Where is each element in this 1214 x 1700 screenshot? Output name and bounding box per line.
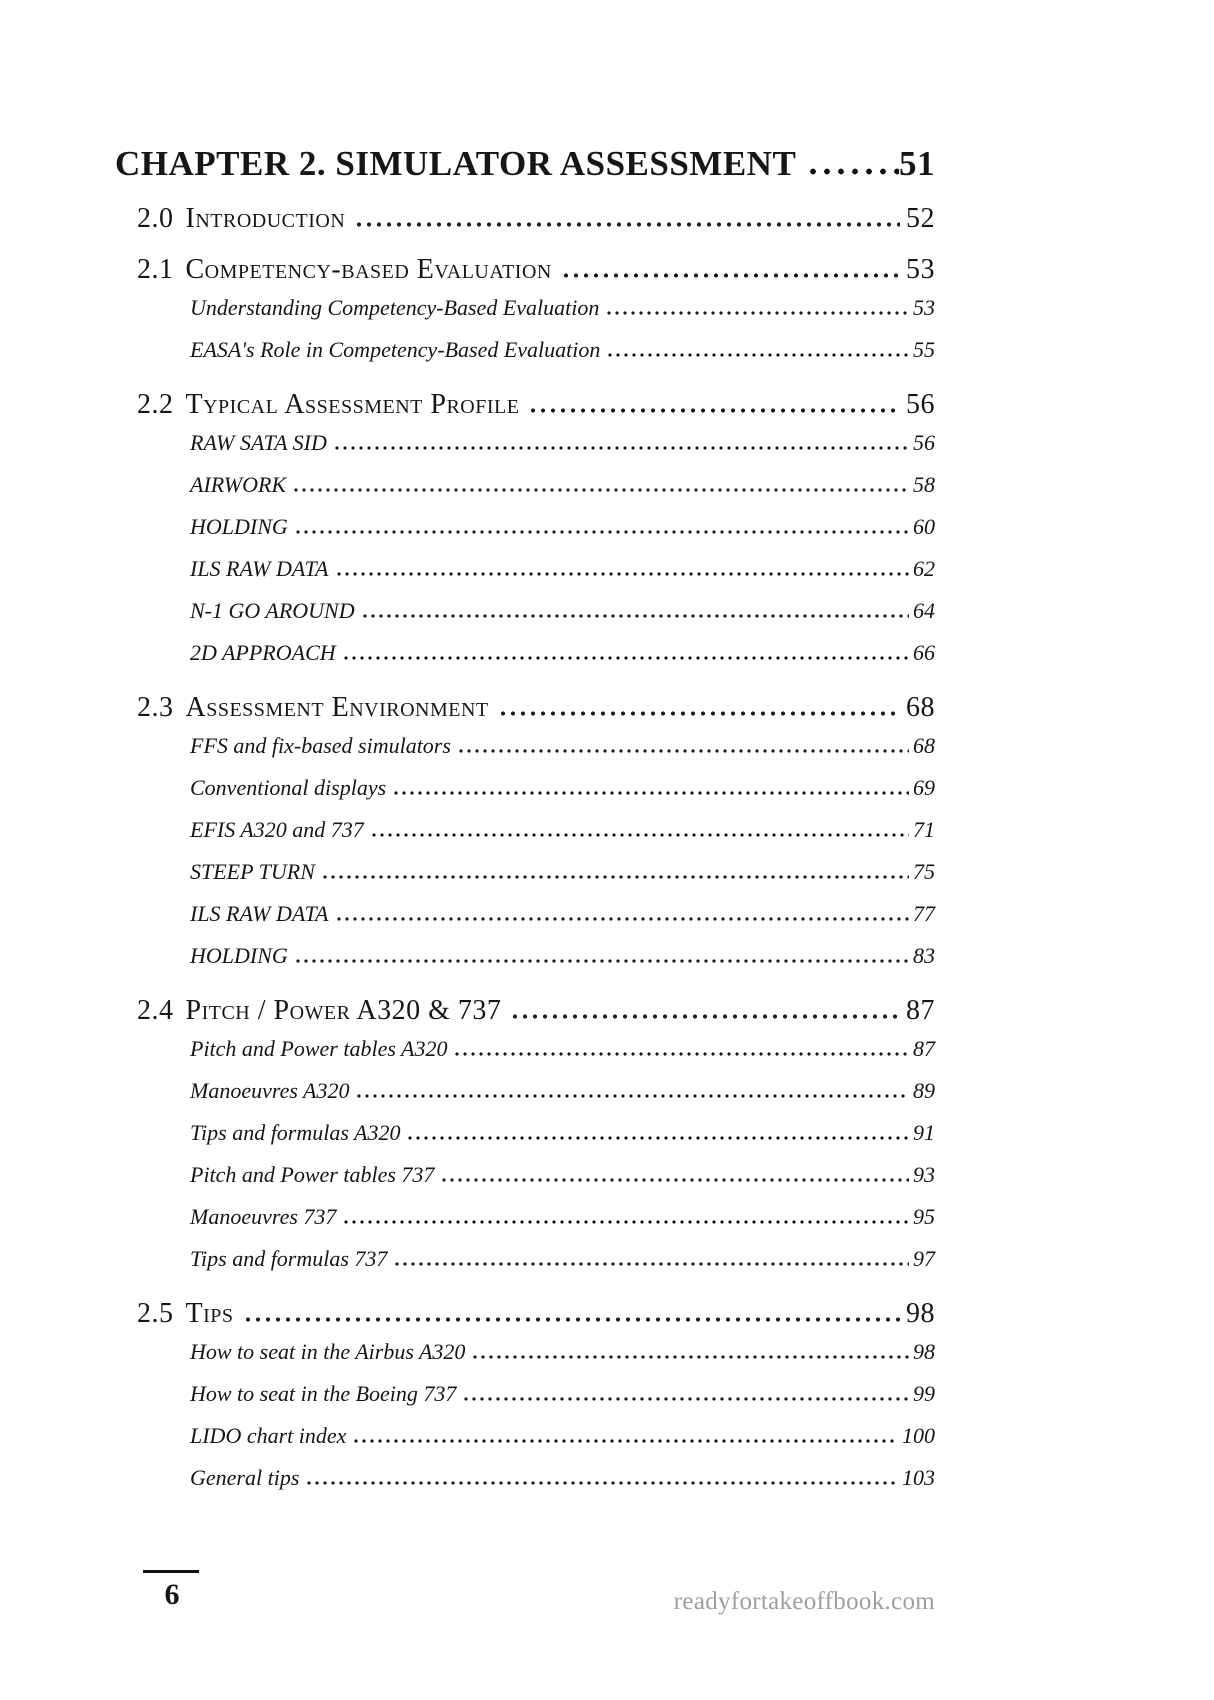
dot-leader <box>321 875 909 879</box>
toc-subsection-row[interactable] <box>137 506 935 548</box>
footer-page-number: 6 <box>164 1578 180 1611</box>
toc-subsection-row[interactable] <box>137 287 935 329</box>
subsection-title: N-1 GO AROUND <box>190 598 355 623</box>
subsection-title: Pitch and Power tables A320 <box>190 1036 448 1061</box>
subsection-title: Manoeuvres 737 <box>190 1204 337 1229</box>
toc-subsection-row[interactable] <box>137 329 935 371</box>
dot-leader <box>294 530 909 534</box>
subsection-page-number: 97 <box>913 1246 935 1271</box>
toc-subsection-row[interactable] <box>137 632 935 674</box>
section-number: 2.5 <box>137 1298 174 1329</box>
subsection-page-number: 58 <box>913 472 935 497</box>
toc-subsection-row[interactable] <box>137 1238 935 1280</box>
section-page-number: 52 <box>906 203 935 234</box>
section-number: 2.1 <box>137 254 174 285</box>
subsection-title: How to seat in the Boeing 737 <box>190 1381 457 1406</box>
subsection-title: 2D APPROACH <box>190 640 336 665</box>
toc-section-row[interactable] <box>137 388 935 422</box>
dot-leader <box>355 1094 909 1098</box>
footer-page-block <box>143 1570 201 1612</box>
dot-leader <box>335 917 910 921</box>
subsection-title: Tips and formulas A320 <box>190 1120 401 1145</box>
section-title: Tips <box>185 1298 234 1329</box>
dot-leader <box>305 1481 898 1485</box>
toc-subsection-row[interactable] <box>137 935 935 977</box>
subsection-title: Conventional displays <box>190 775 387 800</box>
toc-subsection-row[interactable] <box>137 422 935 464</box>
toc-subsection-row[interactable] <box>137 1112 935 1154</box>
section-number: 2.2 <box>137 389 174 420</box>
section-page-number: 68 <box>906 692 935 723</box>
section-number: 2.0 <box>137 203 174 234</box>
toc-subsection-row[interactable] <box>137 1457 935 1499</box>
subsection-title: Tips and formulas 737 <box>190 1246 388 1271</box>
subsection-page-number: 100 <box>902 1423 935 1448</box>
dot-leader <box>342 1220 909 1224</box>
subsection-page-number: 68 <box>913 733 935 758</box>
subsection-title: Pitch and Power tables 737 <box>190 1162 435 1187</box>
subsection-page-number: 103 <box>902 1465 935 1490</box>
toc-subsection-row[interactable] <box>137 893 935 935</box>
dot-leader <box>606 353 909 357</box>
subsection-page-number: 71 <box>913 817 935 842</box>
dot-leader <box>292 488 909 492</box>
toc-subsection-row[interactable] <box>137 548 935 590</box>
dot-leader <box>352 1439 898 1443</box>
chapter-title: CHAPTER 2. SIMULATOR ASSESSMENT <box>115 144 797 183</box>
subsection-page-number: 83 <box>913 943 935 968</box>
toc-subsection-row[interactable] <box>137 1154 935 1196</box>
toc-subsection-row[interactable] <box>137 1331 935 1373</box>
subsection-page-number: 62 <box>913 556 935 581</box>
subsection-page-number: 53 <box>913 295 935 320</box>
subsection-title: EFIS A320 and 737 <box>190 817 364 842</box>
dot-leader <box>342 656 909 660</box>
toc-subsection-row[interactable] <box>137 1196 935 1238</box>
subsection-title: EASA's Role in Competency-Based Evaluation <box>190 337 601 362</box>
subsection-page-number: 60 <box>913 514 935 539</box>
subsection-title: ILS RAW DATA <box>190 901 329 926</box>
subsection-title: AIRWORK <box>190 472 287 497</box>
table-of-contents <box>115 143 935 1499</box>
footer-website: readyfortakeoffbook.com <box>673 1588 935 1615</box>
section-title: Introduction <box>185 203 346 234</box>
toc-section-row[interactable] <box>137 202 935 236</box>
subsection-page-number: 98 <box>913 1339 935 1364</box>
subsection-page-number: 99 <box>913 1381 935 1406</box>
toc-subsection-row[interactable] <box>137 1373 935 1415</box>
subsection-page-number: 55 <box>913 337 935 362</box>
subsection-page-number: 93 <box>913 1162 935 1187</box>
dot-leader <box>354 222 900 227</box>
toc-subsection-row[interactable] <box>137 851 935 893</box>
subsection-page-number: 89 <box>913 1078 935 1103</box>
dot-leader <box>462 1397 909 1401</box>
section-number: 2.3 <box>137 692 174 723</box>
subsection-title: Understanding Competency-Based Evaluation <box>190 295 600 320</box>
dot-leader <box>393 1262 909 1266</box>
subsection-page-number: 91 <box>913 1120 935 1145</box>
subsection-page-number: 87 <box>913 1036 935 1061</box>
dot-leader <box>392 791 909 795</box>
subsection-title: FFS and fix-based simulators <box>190 733 451 758</box>
subsection-title: ILS RAW DATA <box>190 556 329 581</box>
dot-leader <box>498 711 900 716</box>
section-number: 2.4 <box>137 995 174 1026</box>
subsection-title: HOLDING <box>190 514 288 539</box>
subsection-page-number: 69 <box>913 775 935 800</box>
dot-leader <box>294 959 909 963</box>
dot-leader <box>440 1178 909 1182</box>
subsection-page-number: 56 <box>913 430 935 455</box>
dot-leader <box>806 168 899 175</box>
subsection-title: HOLDING <box>190 943 288 968</box>
toc-subsection-row[interactable] <box>137 809 935 851</box>
dot-leader <box>453 1052 909 1056</box>
dot-leader <box>361 614 909 618</box>
footer-rule <box>143 1570 199 1573</box>
toc-subsection-row[interactable] <box>137 464 935 506</box>
toc-section-row[interactable] <box>137 253 935 287</box>
dot-leader <box>335 572 910 576</box>
toc-subsection-row[interactable] <box>137 767 935 809</box>
section-title: Competency-based Evaluation <box>185 254 552 285</box>
section-title: Typical Assessment Profile <box>185 389 520 420</box>
toc-section-row[interactable] <box>137 691 935 725</box>
toc-subsection-row[interactable] <box>137 590 935 632</box>
chapter-page-number: 51 <box>899 144 935 183</box>
section-page-number: 87 <box>906 995 935 1026</box>
dot-leader <box>243 1317 900 1322</box>
chapter-heading-row[interactable] <box>115 143 935 185</box>
toc-subsection-row[interactable] <box>137 1070 935 1112</box>
subsection-page-number: 64 <box>913 598 935 623</box>
dot-leader <box>561 273 900 278</box>
subsection-page-number: 75 <box>913 859 935 884</box>
subsection-title: RAW SATA SID <box>190 430 327 455</box>
subsection-title: General tips <box>190 1465 300 1490</box>
subsection-title: How to seat in the Airbus A320 <box>190 1339 466 1364</box>
dot-leader <box>333 446 909 450</box>
toc-subsection-row[interactable] <box>137 1415 935 1457</box>
subsection-title: STEEP TURN <box>190 859 315 884</box>
toc-section-row[interactable] <box>137 994 935 1028</box>
dot-leader <box>370 833 909 837</box>
section-title: Assessment Environment <box>185 692 489 723</box>
toc-section-row[interactable] <box>137 1297 935 1331</box>
subsection-title: Manoeuvres A320 <box>190 1078 350 1103</box>
section-page-number: 53 <box>906 254 935 285</box>
subsection-page-number: 95 <box>913 1204 935 1229</box>
dot-leader <box>605 311 909 315</box>
dot-leader <box>406 1136 909 1140</box>
section-page-number: 98 <box>906 1298 935 1329</box>
section-title: Pitch / Power A320 & 737 <box>185 995 502 1026</box>
dot-leader <box>457 749 909 753</box>
toc-subsection-row[interactable] <box>137 1028 935 1070</box>
dot-leader <box>528 408 900 413</box>
subsection-page-number: 66 <box>913 640 935 665</box>
dot-leader <box>510 1014 900 1019</box>
subsection-page-number: 77 <box>913 901 935 926</box>
dot-leader <box>471 1355 909 1359</box>
toc-subsection-row[interactable] <box>137 725 935 767</box>
section-page-number: 56 <box>906 389 935 420</box>
subsection-title: LIDO chart index <box>190 1423 347 1448</box>
